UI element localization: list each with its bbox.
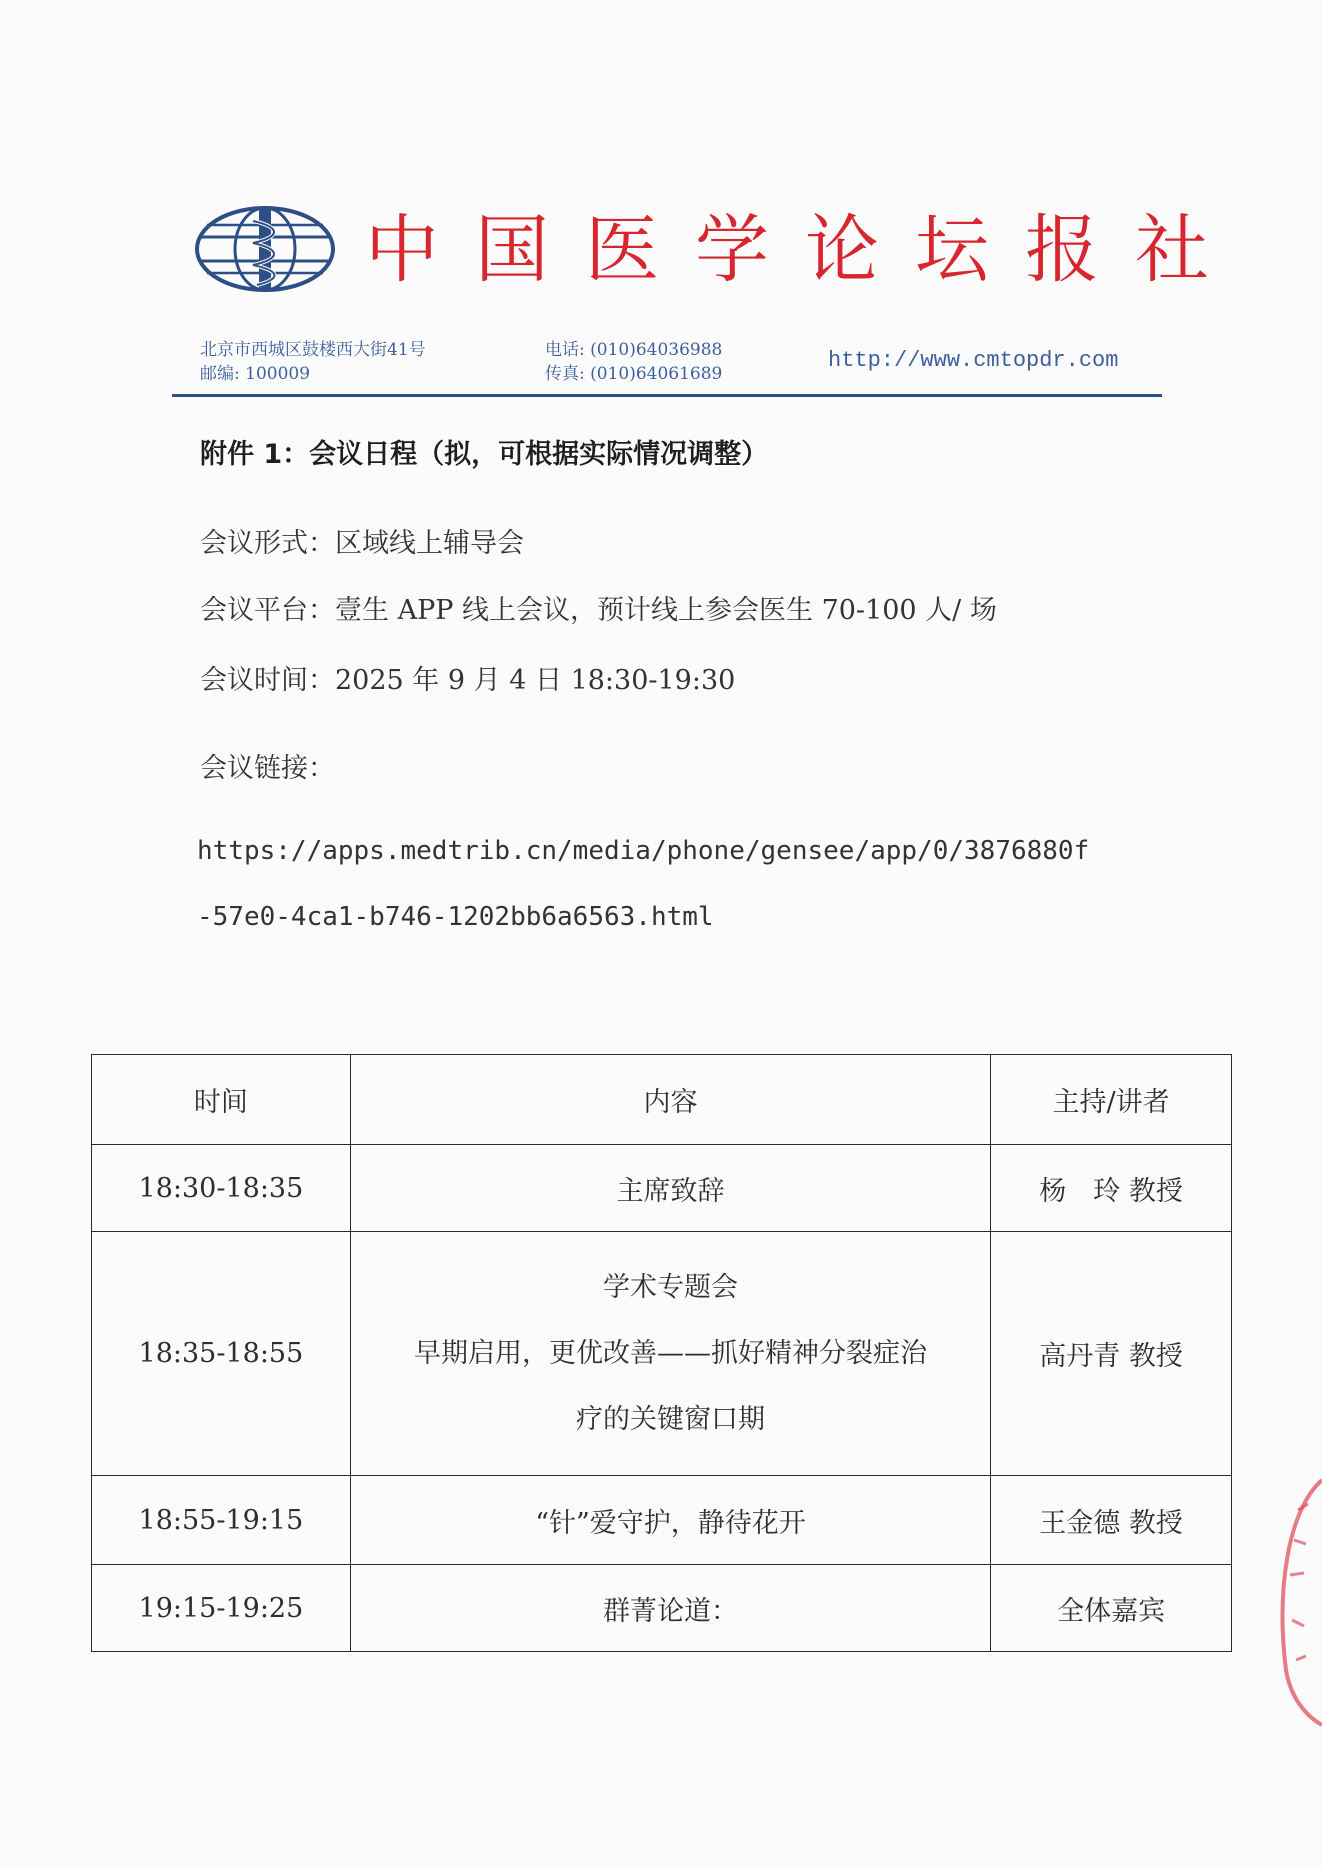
meeting-link-line1[interactable]: https://apps.medtrib.cn/media/phone/gensee/app/0/3876880f (197, 836, 1090, 866)
partial-red-seal-icon (1268, 1470, 1322, 1730)
row-host: 王金德 教授 (991, 1476, 1232, 1565)
row-content (350, 1232, 990, 1476)
table-row (92, 1476, 1232, 1565)
session-title: 学术专题会 (603, 1271, 738, 1303)
row-content: 主席致辞 (350, 1145, 990, 1232)
address: 北京市西城区鼓楼西大街41号 (200, 340, 426, 360)
meeting-link-line2[interactable]: -57e0-4ca1-b746-1202bb6a6563.html (197, 902, 714, 932)
row-host: 全体嘉宾 (991, 1565, 1232, 1652)
schedule-table (91, 1054, 1232, 1652)
meeting-platform: 会议平台：壹生 APP 线上会议，预计线上参会医生 70-100 人/ 场 (200, 595, 997, 626)
table-row (92, 1232, 1232, 1476)
letterhead (195, 205, 1245, 295)
attachment-heading: 附件 1：会议日程（拟，可根据实际情况调整） (200, 439, 769, 470)
row-time: 18:55-19:15 (92, 1476, 351, 1565)
row-content: “针”爱守护，静待花开 (350, 1476, 990, 1565)
phone: 电话: (010)64036988 (545, 340, 723, 360)
phone-block (545, 338, 722, 386)
meeting-format: 会议形式：区域线上辅导会 (200, 528, 524, 559)
website-link[interactable]: http://www.cmtopdr.com (828, 348, 1119, 373)
header-divider (172, 394, 1162, 397)
header-content: 内容 (350, 1055, 990, 1145)
address-block (200, 338, 426, 386)
globe-caduceus-logo-icon (195, 205, 335, 293)
row-time: 19:15-19:25 (92, 1565, 351, 1652)
header-time: 时间 (92, 1055, 351, 1145)
row-content: 群菁论道： (350, 1565, 990, 1652)
row-time: 18:35-18:55 (92, 1232, 351, 1476)
talk-title-line1: 早期启用，更优改善——抓好精神分裂症治 (414, 1337, 927, 1369)
meeting-time: 会议时间：2025 年 9 月 4 日 18:30-19:30 (200, 665, 736, 696)
postcode: 邮编: 100009 (200, 364, 311, 384)
row-time: 18:30-18:35 (92, 1145, 351, 1232)
table-row (92, 1145, 1232, 1232)
row-host: 杨 玲 教授 (991, 1145, 1232, 1232)
header-host: 主持/讲者 (991, 1055, 1232, 1145)
row-host: 高丹青 教授 (991, 1232, 1232, 1476)
meeting-link-label: 会议链接： (200, 753, 335, 784)
talk-title-line2: 疗的关键窗口期 (576, 1403, 765, 1435)
organization-name: 中国医学论坛报社 (365, 207, 1245, 293)
fax: 传真: (010)64061689 (545, 364, 723, 384)
table-header-row (92, 1055, 1232, 1145)
table-row (92, 1565, 1232, 1652)
